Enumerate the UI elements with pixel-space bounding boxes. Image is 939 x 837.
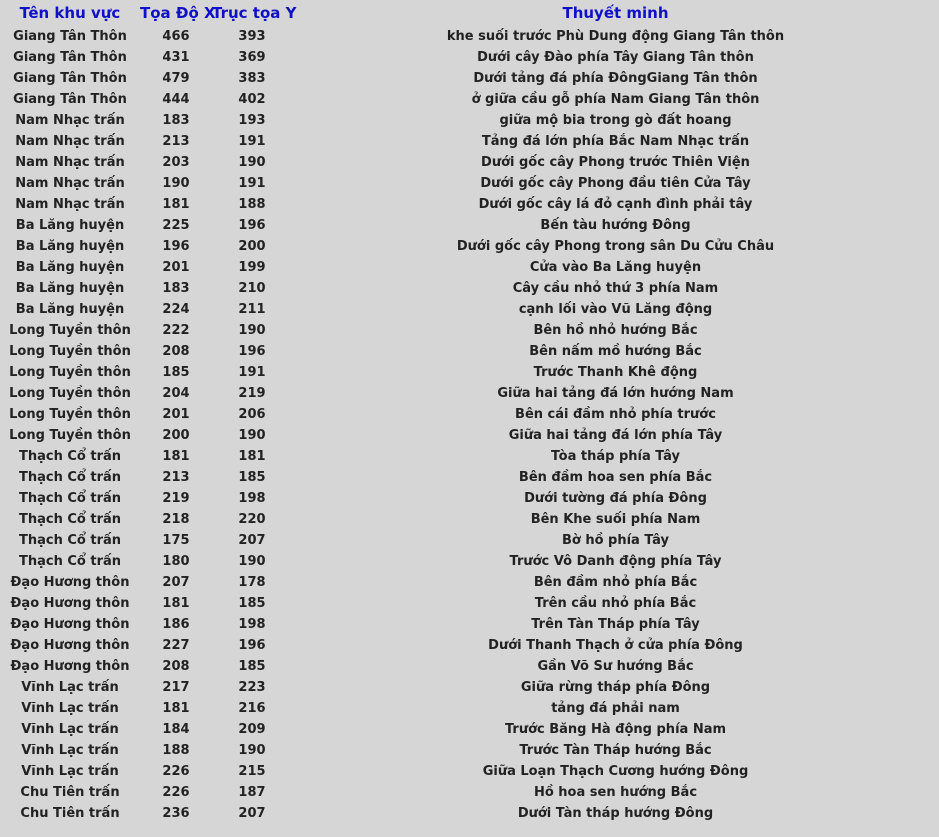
cell-area: Thạch Cổ trấn	[18, 533, 122, 548]
cell-y: 190	[238, 428, 266, 443]
cell-area: Ba Lăng huyện	[15, 218, 125, 233]
cell-x: 444	[162, 92, 190, 107]
cell-area: Nam Nhạc trấn	[15, 197, 125, 212]
cell-area: Nam Nhạc trấn	[15, 134, 125, 149]
table-row	[0, 131, 939, 152]
cell-x: 190	[162, 176, 190, 191]
cell-area: Ba Lăng huyện	[15, 239, 125, 254]
table-row	[0, 803, 939, 824]
cell-area: Chu Tiên trấn	[20, 785, 120, 800]
cell-area: Nam Nhạc trấn	[15, 155, 125, 170]
cell-area: Đạo Hương thôn	[10, 659, 130, 674]
table-row	[0, 509, 939, 530]
cell-x: 219	[162, 491, 190, 506]
cell-description: Giữa hai tảng đá lớn hướng Nam	[497, 386, 734, 401]
cell-description: cạnh lối vào Vũ Lăng động	[518, 302, 713, 317]
table-header	[0, 0, 939, 26]
cell-description: Cây cầu nhỏ thứ 3 phía Nam	[512, 281, 719, 296]
cell-x: 188	[162, 743, 190, 758]
cell-area: Thạch Cổ trấn	[18, 491, 122, 506]
table-row	[0, 299, 939, 320]
cell-description: Dưới gốc cây lá đỏ cạnh đình phải tây	[478, 197, 753, 212]
cell-description: Dưới gốc cây Phong đầu tiên Cửa Tây	[480, 176, 751, 191]
cell-description: Gần Võ Sư hướng Bắc	[537, 659, 694, 674]
table-row	[0, 320, 939, 341]
cell-area: Giang Tân Thôn	[13, 92, 127, 107]
cell-y: 185	[238, 659, 266, 674]
cell-x: 466	[162, 29, 190, 44]
cell-description: Giữa hai tảng đá lớn phía Tây	[508, 428, 723, 443]
table-row	[0, 446, 939, 467]
header-y: Trục tọa Y	[212, 4, 297, 22]
cell-x: 217	[162, 680, 190, 695]
table-row	[0, 47, 939, 68]
cell-description: Dưới gốc cây Phong trong sân Du Cửu Châu	[456, 239, 775, 254]
cell-area: Long Tuyền thôn	[9, 428, 131, 443]
cell-y: 198	[238, 617, 266, 632]
table-row	[0, 278, 939, 299]
cell-area: Ba Lăng huyện	[15, 302, 125, 317]
cell-area: Thạch Cổ trấn	[18, 554, 122, 569]
cell-area: Thạch Cổ trấn	[18, 512, 122, 527]
table-row	[0, 383, 939, 404]
cell-y: 393	[238, 29, 266, 44]
cell-description: Trước Thanh Khê động	[533, 365, 698, 380]
table-row	[0, 467, 939, 488]
cell-area: Nam Nhạc trấn	[15, 176, 125, 191]
cell-y: 193	[238, 113, 266, 128]
cell-area: Vĩnh Lạc trấn	[21, 764, 119, 779]
cell-y: 181	[238, 449, 266, 464]
cell-x: 225	[162, 218, 190, 233]
table-row	[0, 194, 939, 215]
cell-description: ở giữa cầu gỗ phía Nam Giang Tân thôn	[471, 92, 760, 107]
table-row	[0, 404, 939, 425]
header-x: Tọa Độ X	[140, 4, 216, 22]
cell-area: Ba Lăng huyện	[15, 260, 125, 275]
cell-x: 181	[162, 197, 190, 212]
table-row	[0, 677, 939, 698]
cell-x: 226	[162, 764, 190, 779]
cell-description: khe suối trước Phù Dung động Giang Tân thôn	[446, 29, 785, 44]
cell-description: Hồ hoa sen hướng Bắc	[533, 785, 698, 800]
cell-x: 224	[162, 302, 190, 317]
cell-description: Trước Băng Hà động phía Nam	[504, 722, 727, 737]
cell-area: Giang Tân Thôn	[13, 71, 127, 86]
cell-x: 201	[162, 407, 190, 422]
cell-description: Bên đầm nhỏ phía Bắc	[533, 575, 698, 590]
header-description: Thuyết minh	[562, 4, 669, 22]
cell-description: Giữa Loạn Thạch Cương hướng Đông	[482, 764, 749, 779]
cell-area: Đạo Hương thôn	[10, 596, 130, 611]
cell-description: Cửa vào Ba Lăng huyện	[529, 260, 702, 275]
table-row	[0, 236, 939, 257]
cell-x: 181	[162, 596, 190, 611]
cell-y: 207	[238, 533, 266, 548]
cell-x: 226	[162, 785, 190, 800]
cell-description: Bên Khe suối phía Nam	[530, 512, 701, 527]
cell-area: Chu Tiên trấn	[20, 806, 120, 821]
cell-y: 216	[238, 701, 266, 716]
cell-area: Vĩnh Lạc trấn	[21, 722, 119, 737]
cell-y: 220	[238, 512, 266, 527]
cell-area: Thạch Cổ trấn	[18, 470, 122, 485]
header-row	[0, 0, 939, 26]
cell-description: tảng đá phải nam	[551, 701, 680, 716]
cell-area: Long Tuyền thôn	[9, 344, 131, 359]
cell-x: 204	[162, 386, 190, 401]
table-row	[0, 530, 939, 551]
cell-y: 211	[238, 302, 266, 317]
table-row	[0, 215, 939, 236]
cell-y: 198	[238, 491, 266, 506]
table-row	[0, 257, 939, 278]
table-row	[0, 341, 939, 362]
cell-description: Trước Vô Danh động phía Tây	[509, 554, 722, 569]
cell-y: 209	[238, 722, 266, 737]
cell-y: 199	[238, 260, 266, 275]
cell-y: 383	[238, 71, 266, 86]
cell-area: Long Tuyền thôn	[9, 365, 131, 380]
cell-description: Trên Tàn Tháp phía Tây	[531, 617, 700, 632]
cell-area: Giang Tân Thôn	[13, 50, 127, 65]
cell-description: Tảng đá lớn phía Bắc Nam Nhạc trấn	[481, 134, 750, 149]
cell-x: 431	[162, 50, 190, 65]
cell-area: Long Tuyền thôn	[9, 407, 131, 422]
cell-y: 185	[238, 596, 266, 611]
cell-y: 206	[238, 407, 266, 422]
cell-y: 196	[238, 344, 266, 359]
cell-x: 227	[162, 638, 190, 653]
cell-x: 213	[162, 470, 190, 485]
cell-x: 213	[162, 134, 190, 149]
cell-area: Vĩnh Lạc trấn	[21, 743, 119, 758]
cell-x: 181	[162, 701, 190, 716]
cell-description: Dưới Tàn tháp hướng Đông	[517, 806, 714, 821]
header-area: Tên khu vực	[19, 4, 121, 22]
cell-description: Dưới gốc cây Phong trước Thiên Viện	[481, 155, 750, 170]
cell-description: Trước Tàn Tháp hướng Bắc	[519, 743, 712, 758]
cell-x: 218	[162, 512, 190, 527]
cell-x: 183	[162, 281, 190, 296]
cell-area: Giang Tân Thôn	[13, 29, 127, 44]
table-row	[0, 425, 939, 446]
cell-description: Dưới cây Đào phía Tây Giang Tân thôn	[477, 50, 754, 65]
cell-x: 222	[162, 323, 190, 338]
cell-x: 479	[162, 71, 190, 86]
cell-x: 180	[162, 554, 190, 569]
table-row	[0, 551, 939, 572]
cell-y: 369	[238, 50, 266, 65]
cell-y: 191	[238, 134, 266, 149]
table-row	[0, 488, 939, 509]
table-row	[0, 572, 939, 593]
table-row	[0, 698, 939, 719]
table-row	[0, 761, 939, 782]
cell-x: 184	[162, 722, 190, 737]
cell-description: Bên cái đầm nhỏ phía trước	[515, 407, 716, 422]
cell-y: 187	[238, 785, 266, 800]
table-row	[0, 656, 939, 677]
cell-y: 178	[238, 575, 266, 590]
table-row	[0, 614, 939, 635]
cell-x: 208	[162, 344, 190, 359]
table-row	[0, 110, 939, 131]
cell-area: Vĩnh Lạc trấn	[21, 701, 119, 716]
cell-x: 196	[162, 239, 190, 254]
cell-y: 190	[238, 155, 266, 170]
cell-area: Đạo Hương thôn	[10, 575, 130, 590]
cell-x: 200	[162, 428, 190, 443]
table-body	[0, 26, 939, 824]
cell-x: 208	[162, 659, 190, 674]
cell-description: Trên cầu nhỏ phía Bắc	[534, 596, 697, 611]
cell-description: Bến tàu hướng Đông	[540, 218, 691, 233]
cell-area: Thạch Cổ trấn	[18, 449, 122, 464]
cell-y: 200	[238, 239, 266, 254]
cell-y: 185	[238, 470, 266, 485]
cell-description: Dưới tường đá phía Đông	[524, 491, 707, 506]
cell-x: 175	[162, 533, 190, 548]
cell-description: Bên đầm hoa sen phía Bắc	[518, 470, 713, 485]
cell-x: 181	[162, 449, 190, 464]
cell-y: 210	[238, 281, 266, 296]
cell-y: 188	[238, 197, 266, 212]
table-row	[0, 719, 939, 740]
cell-x: 185	[162, 365, 190, 380]
cell-x: 201	[162, 260, 190, 275]
cell-description: Tòa tháp phía Tây	[551, 449, 680, 464]
cell-y: 190	[238, 743, 266, 758]
table-row	[0, 152, 939, 173]
cell-x: 183	[162, 113, 190, 128]
cell-description: Dưới Thanh Thạch ở cửa phía Đông	[488, 638, 743, 653]
cell-description: Bên nấm mồ hướng Bắc	[529, 344, 702, 359]
cell-x: 186	[162, 617, 190, 632]
cell-area: Đạo Hương thôn	[10, 617, 130, 632]
cell-y: 190	[238, 323, 266, 338]
cell-y: 196	[238, 218, 266, 233]
cell-x: 203	[162, 155, 190, 170]
table-row	[0, 593, 939, 614]
cell-y: 190	[238, 554, 266, 569]
cell-y: 191	[238, 176, 266, 191]
table-row	[0, 740, 939, 761]
cell-x: 236	[162, 806, 190, 821]
table-row	[0, 635, 939, 656]
cell-y: 215	[238, 764, 266, 779]
cell-x: 207	[162, 575, 190, 590]
cell-description: Giữa rừng tháp phía Đông	[520, 680, 711, 695]
table-row	[0, 26, 939, 47]
table-row	[0, 89, 939, 110]
table-row	[0, 362, 939, 383]
cell-area: Ba Lăng huyện	[15, 281, 125, 296]
cell-area: Vĩnh Lạc trấn	[21, 680, 119, 695]
cell-y: 219	[238, 386, 266, 401]
cell-area: Long Tuyền thôn	[9, 323, 131, 338]
cell-area: Long Tuyền thôn	[9, 386, 131, 401]
cell-area: Đạo Hương thôn	[10, 638, 130, 653]
cell-description: Bờ hồ phía Tây	[561, 533, 670, 548]
cell-y: 191	[238, 365, 266, 380]
table-row	[0, 173, 939, 194]
cell-y: 402	[238, 92, 266, 107]
cell-y: 196	[238, 638, 266, 653]
table-row	[0, 782, 939, 803]
table-row	[0, 68, 939, 89]
cell-description: Bên hồ nhỏ hướng Bắc	[533, 323, 698, 338]
cell-area: Nam Nhạc trấn	[15, 113, 125, 128]
cell-y: 223	[238, 680, 266, 695]
cell-description: giữa mộ bia trong gò đất hoang	[499, 113, 732, 128]
cell-y: 207	[238, 806, 266, 821]
cell-description: Dưới tảng đá phía ĐôngGiang Tân thôn	[473, 71, 758, 86]
